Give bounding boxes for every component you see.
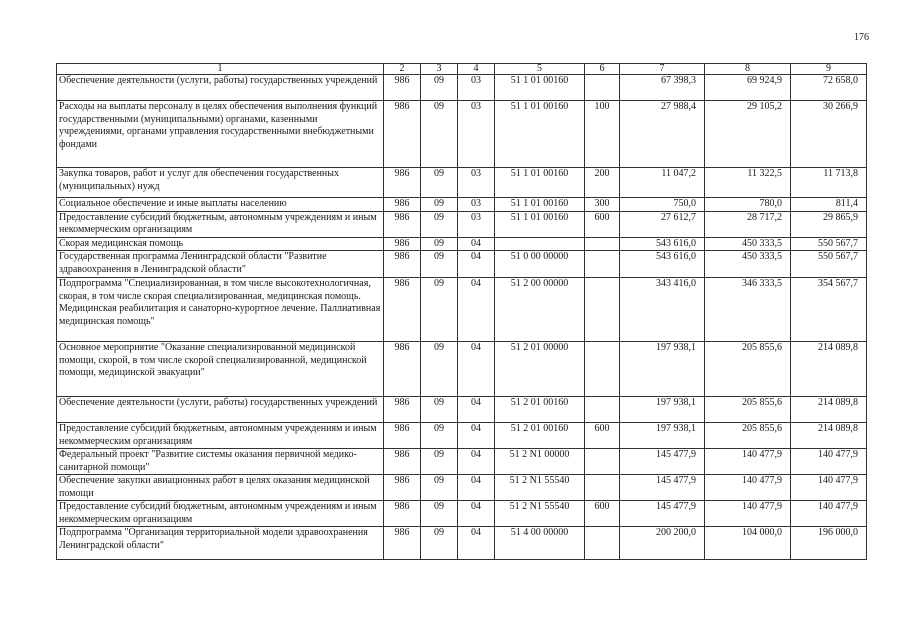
target-code: 51 2 01 00160 (495, 397, 585, 423)
target-code: 51 1 01 00160 (495, 75, 585, 101)
amount-col-7: 543 616,0 (620, 237, 705, 251)
amount-col-9: 140 477,9 (791, 501, 867, 527)
amount-col-8: 140 477,9 (705, 475, 791, 501)
amount-col-9: 811,4 (791, 198, 867, 212)
target-code: 51 2 N1 55540 (495, 475, 585, 501)
expense-type: 100 (585, 101, 620, 168)
target-code: 51 2 00 00000 (495, 278, 585, 342)
table-row (57, 168, 867, 198)
section-code: 09 (421, 278, 458, 342)
row-name: Предоставление субсидий бюджетным, автономным учреждениям и иным некоммерческим организациям (57, 423, 384, 449)
amount-col-7: 343 416,0 (620, 278, 705, 342)
admin-code: 986 (384, 342, 421, 397)
admin-code: 986 (384, 211, 421, 237)
subsection-code: 04 (458, 449, 495, 475)
subsection-code: 03 (458, 168, 495, 198)
row-name: Социальное обеспечение и иные выплаты населению (57, 198, 384, 212)
subsection-code: 04 (458, 423, 495, 449)
amount-col-9: 214 089,8 (791, 397, 867, 423)
subsection-code: 03 (458, 211, 495, 237)
target-code: 51 1 01 00160 (495, 101, 585, 168)
column-header: 5 (495, 64, 585, 75)
amount-col-9: 29 865,9 (791, 211, 867, 237)
section-code: 09 (421, 75, 458, 101)
section-code: 09 (421, 211, 458, 237)
row-name: Обеспечение деятельности (услуги, работы) государственных учреждений (57, 75, 384, 101)
row-name: Предоставление субсидий бюджетным, автономным учреждениям и иным некоммерческим организациям (57, 501, 384, 527)
subsection-code: 04 (458, 342, 495, 397)
target-code: 51 0 00 00000 (495, 251, 585, 278)
admin-code: 986 (384, 449, 421, 475)
amount-col-9: 140 477,9 (791, 475, 867, 501)
subsection-code: 04 (458, 501, 495, 527)
target-code: 51 1 01 00160 (495, 168, 585, 198)
expense-type: 600 (585, 423, 620, 449)
expense-type (585, 237, 620, 251)
amount-col-8: 29 105,2 (705, 101, 791, 168)
row-name: Скорая медицинская помощь (57, 237, 384, 251)
target-code: 51 4 00 00000 (495, 527, 585, 560)
section-code: 09 (421, 501, 458, 527)
amount-col-9: 550 567,7 (791, 237, 867, 251)
page-number: 176 (854, 32, 869, 43)
amount-col-8: 780,0 (705, 198, 791, 212)
target-code: 51 2 01 00000 (495, 342, 585, 397)
table-row (57, 211, 867, 237)
column-header: 9 (791, 64, 867, 75)
section-code: 09 (421, 251, 458, 278)
table-body (57, 64, 867, 560)
amount-col-9: 11 713,8 (791, 168, 867, 198)
amount-col-7: 197 938,1 (620, 423, 705, 449)
subsection-code: 04 (458, 527, 495, 560)
expense-type: 200 (585, 168, 620, 198)
admin-code: 986 (384, 251, 421, 278)
section-code: 09 (421, 397, 458, 423)
amount-col-9: 354 567,7 (791, 278, 867, 342)
amount-col-8: 205 855,6 (705, 423, 791, 449)
row-name: Основное мероприятие "Оказание специализированной медицинской помощи, скорой, в том числе скорой специализированной, медицинской помощи, медицинской эвакуации" (57, 342, 384, 397)
section-code: 09 (421, 449, 458, 475)
admin-code: 986 (384, 501, 421, 527)
table-row (57, 278, 867, 342)
admin-code: 986 (384, 101, 421, 168)
row-name: Обеспечение деятельности (услуги, работы) государственных учреждений (57, 397, 384, 423)
table-row (57, 251, 867, 278)
amount-col-7: 145 477,9 (620, 475, 705, 501)
amount-col-9: 550 567,7 (791, 251, 867, 278)
table-row (57, 527, 867, 560)
expense-type (585, 527, 620, 560)
row-name: Обеспечение закупки авиационных работ в целях оказания медицинской помощи (57, 475, 384, 501)
subsection-code: 03 (458, 198, 495, 212)
amount-col-8: 104 000,0 (705, 527, 791, 560)
expense-type: 600 (585, 211, 620, 237)
expense-type: 300 (585, 198, 620, 212)
admin-code: 986 (384, 237, 421, 251)
amount-col-8: 28 717,2 (705, 211, 791, 237)
budget-table (56, 63, 867, 560)
table-row (57, 198, 867, 212)
subsection-code: 04 (458, 278, 495, 342)
row-name: Закупка товаров, работ и услуг для обеспечения государственных (муниципальных) нужд (57, 168, 384, 198)
amount-col-7: 27 988,4 (620, 101, 705, 168)
amount-col-7: 200 200,0 (620, 527, 705, 560)
admin-code: 986 (384, 75, 421, 101)
column-header: 4 (458, 64, 495, 75)
amount-col-8: 69 924,9 (705, 75, 791, 101)
admin-code: 986 (384, 168, 421, 198)
amount-col-8: 11 322,5 (705, 168, 791, 198)
amount-col-7: 197 938,1 (620, 397, 705, 423)
admin-code: 986 (384, 198, 421, 212)
amount-col-7: 67 398,3 (620, 75, 705, 101)
subsection-code: 04 (458, 397, 495, 423)
section-code: 09 (421, 342, 458, 397)
target-code (495, 237, 585, 251)
section-code: 09 (421, 168, 458, 198)
row-name: Подпрограмма "Организация территориальной модели здравоохранения Ленинградской области" (57, 527, 384, 560)
amount-col-8: 450 333,5 (705, 251, 791, 278)
subsection-code: 04 (458, 251, 495, 278)
column-header: 2 (384, 64, 421, 75)
amount-col-8: 140 477,9 (705, 449, 791, 475)
amount-col-9: 30 266,9 (791, 101, 867, 168)
table-row (57, 75, 867, 101)
table-row (57, 475, 867, 501)
subsection-code: 04 (458, 475, 495, 501)
row-name: Федеральный проект "Развитие системы оказания первичной медико-санитарной помощи" (57, 449, 384, 475)
row-name: Подпрограмма "Специализированная, в том числе высокотехнологичная, скорая, в том числе скорая специализированная, медицинская помощь. Медицинская реабилитация и санаторно-курортное лечение. Паллиативная медицинская помощь" (57, 278, 384, 342)
target-code: 51 1 01 00160 (495, 198, 585, 212)
amount-col-7: 145 477,9 (620, 449, 705, 475)
amount-col-7: 197 938,1 (620, 342, 705, 397)
subsection-code: 04 (458, 237, 495, 251)
table-row (57, 237, 867, 251)
expense-type (585, 397, 620, 423)
amount-col-8: 140 477,9 (705, 501, 791, 527)
expense-type (585, 449, 620, 475)
expense-type (585, 475, 620, 501)
column-header: 6 (585, 64, 620, 75)
row-name: Предоставление субсидий бюджетным, автономным учреждениям и иным некоммерческим организациям (57, 211, 384, 237)
column-header: 1 (57, 64, 384, 75)
amount-col-8: 346 333,5 (705, 278, 791, 342)
amount-col-7: 543 616,0 (620, 251, 705, 278)
section-code: 09 (421, 423, 458, 449)
amount-col-7: 145 477,9 (620, 501, 705, 527)
table-row (57, 501, 867, 527)
table-row (57, 397, 867, 423)
target-code: 51 2 N1 00000 (495, 449, 585, 475)
subsection-code: 03 (458, 75, 495, 101)
amount-col-9: 214 089,8 (791, 342, 867, 397)
amount-col-7: 11 047,2 (620, 168, 705, 198)
admin-code: 986 (384, 423, 421, 449)
table-row (57, 449, 867, 475)
table-row (57, 423, 867, 449)
expense-type (585, 75, 620, 101)
expense-type: 600 (585, 501, 620, 527)
expense-type (585, 278, 620, 342)
expense-type (585, 342, 620, 397)
target-code: 51 2 01 00160 (495, 423, 585, 449)
amount-col-8: 450 333,5 (705, 237, 791, 251)
section-code: 09 (421, 101, 458, 168)
amount-col-7: 27 612,7 (620, 211, 705, 237)
admin-code: 986 (384, 278, 421, 342)
amount-col-8: 205 855,6 (705, 342, 791, 397)
column-header: 8 (705, 64, 791, 75)
target-code: 51 1 01 00160 (495, 211, 585, 237)
amount-col-9: 72 658,0 (791, 75, 867, 101)
table-header-row (57, 64, 867, 75)
table-row (57, 101, 867, 168)
expense-type (585, 251, 620, 278)
section-code: 09 (421, 475, 458, 501)
table-row (57, 342, 867, 397)
amount-col-9: 140 477,9 (791, 449, 867, 475)
section-code: 09 (421, 198, 458, 212)
row-name: Государственная программа Ленинградской области "Развитие здравоохранения в Ленинградской области" (57, 251, 384, 278)
row-name: Расходы на выплаты персоналу в целях обеспечения выполнения функций государственными (муниципальными) органами, казенными учреждениями, органами управления государственными внебюджетными фондами (57, 101, 384, 168)
amount-col-9: 214 089,8 (791, 423, 867, 449)
column-header: 3 (421, 64, 458, 75)
admin-code: 986 (384, 527, 421, 560)
target-code: 51 2 N1 55540 (495, 501, 585, 527)
section-code: 09 (421, 237, 458, 251)
admin-code: 986 (384, 475, 421, 501)
amount-col-7: 750,0 (620, 198, 705, 212)
amount-col-8: 205 855,6 (705, 397, 791, 423)
column-header: 7 (620, 64, 705, 75)
subsection-code: 03 (458, 101, 495, 168)
admin-code: 986 (384, 397, 421, 423)
amount-col-9: 196 000,0 (791, 527, 867, 560)
section-code: 09 (421, 527, 458, 560)
